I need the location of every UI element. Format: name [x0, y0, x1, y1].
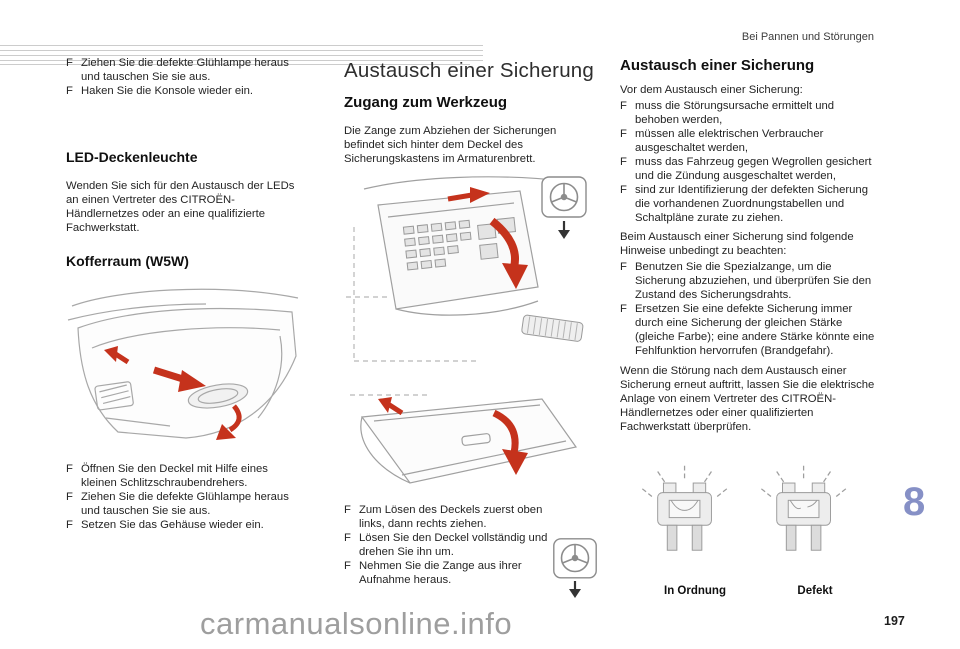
list-item — [66, 462, 304, 490]
steering-wheel-icon — [542, 177, 586, 239]
list-item-text: Haken Sie die Konsole wieder ein. — [81, 85, 254, 97]
decorative-line — [0, 45, 483, 46]
arrow-bullet-icon: F — [620, 303, 627, 315]
list-item-text: Nehmen Sie die Zange aus ihrer Aufnahme heraus. — [359, 560, 522, 586]
list-item — [344, 559, 556, 587]
list-item-text: Lösen Sie den Deckel vollständig und drehen Sie ihn um. — [359, 532, 548, 558]
paragraph: Vor dem Austausch einer Sicherung: — [620, 84, 803, 96]
arrow-bullet-icon: F — [344, 504, 351, 516]
list-item-text: muss die Störungsursache ermittelt und behoben werden, — [635, 100, 835, 126]
column-left — [66, 56, 304, 532]
fuse-ok-icon — [642, 466, 726, 550]
list-item-text: müssen alle elektrischen Verbraucher ausgeschaltet werden, — [635, 128, 824, 154]
paragraph: Beim Austausch einer Sicherung sind folgende Hinweise unbedingt zu beachten: — [620, 231, 854, 257]
list-item-text: Ersetzen Sie eine defekte Sicherung immer durch eine Sicherung der gleichen Stärke (gleiche Farbe); eine andere Stärke könnte eine Fehlfunktion hervorrufen (Brandgefahr). — [635, 303, 875, 357]
fuse-defect-icon — [761, 466, 845, 550]
list-item — [620, 183, 876, 225]
section-heading-led: LED-Deckenleuchte — [66, 149, 198, 165]
arrow-bullet-icon: F — [66, 57, 73, 69]
list-item-text: sind zur Identifizierung der defekten Sicherung die vorhandenen Zuordnungstabellen und Schaltpläne zurate zu ziehen. — [635, 184, 868, 224]
arrow-bullet-icon: F — [620, 261, 627, 273]
paragraph: Wenden Sie sich für den Austausch der LEDs an einen Vertreter des CITROËN-Händlernetzes oder an eine qualifizierte Fachwerkstatt. — [66, 180, 295, 234]
decorative-line — [0, 50, 483, 51]
list-item — [344, 531, 556, 559]
down-arrow-icon — [569, 581, 581, 598]
arrow-bullet-icon: F — [620, 184, 627, 196]
list-item-text: Zum Lösen des Deckels zuerst oben links, dann rechts ziehen. — [359, 504, 543, 530]
list-item-text: Setzen Sie das Gehäuse wieder ein. — [81, 519, 264, 531]
fuse-ok-label: In Ordnung — [664, 585, 726, 597]
page-number: 197 — [884, 614, 905, 628]
arrow-bullet-icon: F — [66, 85, 73, 97]
arrow-bullet-icon: F — [620, 128, 627, 140]
section-heading-zugang: Zugang zum Werkzeug — [344, 94, 508, 111]
page-title: Austausch einer Sicherung — [344, 59, 595, 82]
paragraph: Die Zange zum Abziehen der Sicherungen befindet sich hinter dem Deckel des Sicherungskastens im Armaturenbrett. — [344, 125, 557, 165]
list-item-text: muss das Fahrzeug gegen Wegrollen gesichert und die Zündung ausgeschaltet werden, — [635, 156, 872, 182]
list-item — [66, 84, 304, 98]
arrow-bullet-icon: F — [66, 463, 73, 475]
list-item — [66, 518, 304, 532]
list-item — [620, 155, 876, 183]
list-item — [620, 127, 876, 155]
list-item-text: Benutzen Sie die Spezialzange, um die Sicherung abzuziehen, und überprüfen Sie den Zustand des Sicherungsdrahts. — [635, 261, 872, 301]
list-item — [66, 490, 304, 518]
trunk-lamp-illustration — [66, 276, 304, 456]
list-item — [344, 503, 556, 531]
paragraph: Wenn die Störung nach dem Austausch einer Sicherung erneut auftritt, lassen Sie die elektrische Anlage von einem Vertreter des CITROËN-Händlernetzes oder einer qualifizierten Fachwerkstatt überprüfen. — [620, 365, 875, 433]
glovebox-cover-illustration — [344, 371, 594, 499]
list-item — [620, 99, 876, 127]
list-item — [66, 56, 304, 84]
fuse-defect-label: Defekt — [797, 585, 833, 597]
arrow-bullet-icon: F — [620, 100, 627, 112]
arrow-bullet-icon: F — [66, 519, 73, 531]
section-title-austausch: Austausch einer Sicherung — [620, 57, 815, 74]
list-item-text: Öffnen Sie den Deckel mit Hilfe eines kleinen Schlitzschraubendrehers. — [81, 463, 268, 489]
steering-wheel-icon — [553, 538, 597, 600]
section-heading-kofferraum: Kofferraum (W5W) — [66, 253, 189, 269]
list-item — [620, 302, 876, 358]
list-item — [620, 260, 876, 302]
down-arrow-icon — [558, 221, 570, 239]
watermark: carmanualsonline.info — [200, 606, 513, 641]
list-item-text: Ziehen Sie die defekte Glühlampe heraus und tauschen Sie sie aus. — [81, 491, 289, 517]
arrow-bullet-icon: F — [620, 156, 627, 168]
running-header: Bei Pannen und Störungen — [741, 31, 874, 43]
arrow-bullet-icon: F — [344, 560, 351, 572]
fuse-condition-illustration — [626, 460, 866, 556]
list-item-text: Ziehen Sie die defekte Glühlampe heraus und tauschen Sie sie aus. — [81, 57, 289, 83]
fusebox-access-illustration — [344, 169, 594, 367]
arrow-bullet-icon: F — [66, 491, 73, 503]
arrow-bullet-icon: F — [344, 532, 351, 544]
column-middle — [344, 58, 594, 587]
column-right — [620, 56, 876, 556]
chapter-number: 8 — [903, 480, 926, 524]
